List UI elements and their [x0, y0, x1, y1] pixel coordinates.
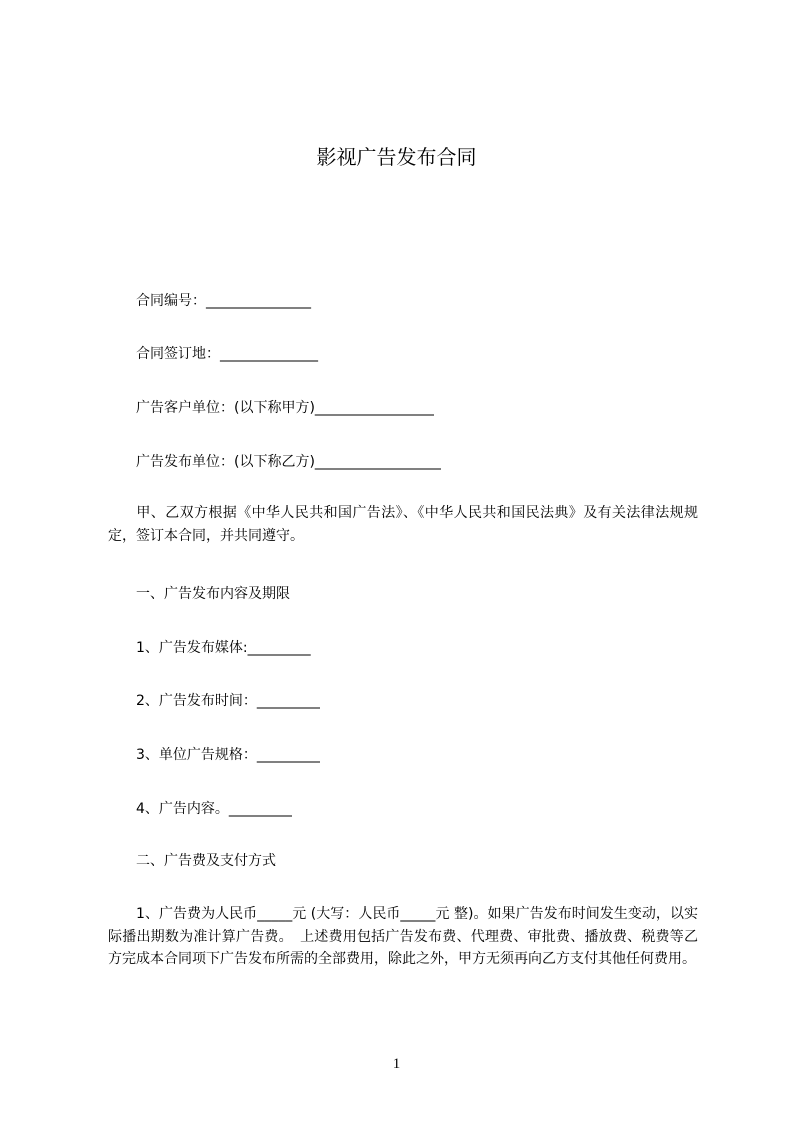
section1-item-spec: 3、单位广告规格：_________	[136, 747, 320, 763]
document-title: 影视广告发布合同	[316, 145, 477, 169]
section1-item-content: 4、广告内容。_________	[136, 801, 292, 817]
contract-number-field: 合同编号：_______________	[136, 293, 311, 309]
section2-clause1-text: 1、广告费为人民币_____元 (大写：人民币_____元 整)。如果广告发布时间发生变动，以实际播出期数为准计算广告费。 上述费用包括广告发布费、代理费、审批费、播放费、税费等乙方完成本合同项下广告发布所需的全部费用，除此之外，甲方无须再向乙方支付其他任何费用。	[108, 906, 698, 967]
section1-item-media: 1、广告发布媒体:_________	[136, 640, 311, 656]
party-b-field: 广告发布单位：(以下称乙方)__________________	[136, 454, 441, 470]
page-number: 1	[392, 1056, 401, 1072]
party-a-field: 广告客户单位：(以下称甲方)_________________	[136, 400, 434, 416]
preamble-text: 甲、乙双方根据《中华人民共和国广告法》、《中华人民共和国民法典》及有关法律法规规定，签订本合同，并共同遵守。	[108, 505, 698, 544]
section1-heading: 一、广告发布内容及期限	[136, 586, 290, 602]
section2-clause1	[108, 903, 698, 971]
section1-item-time: 2、广告发布时间：_________	[136, 693, 320, 709]
preamble-paragraph	[108, 502, 698, 547]
section2-heading: 二、广告费及支付方式	[136, 853, 276, 869]
signing-place-field: 合同签订地：______________	[136, 346, 318, 362]
